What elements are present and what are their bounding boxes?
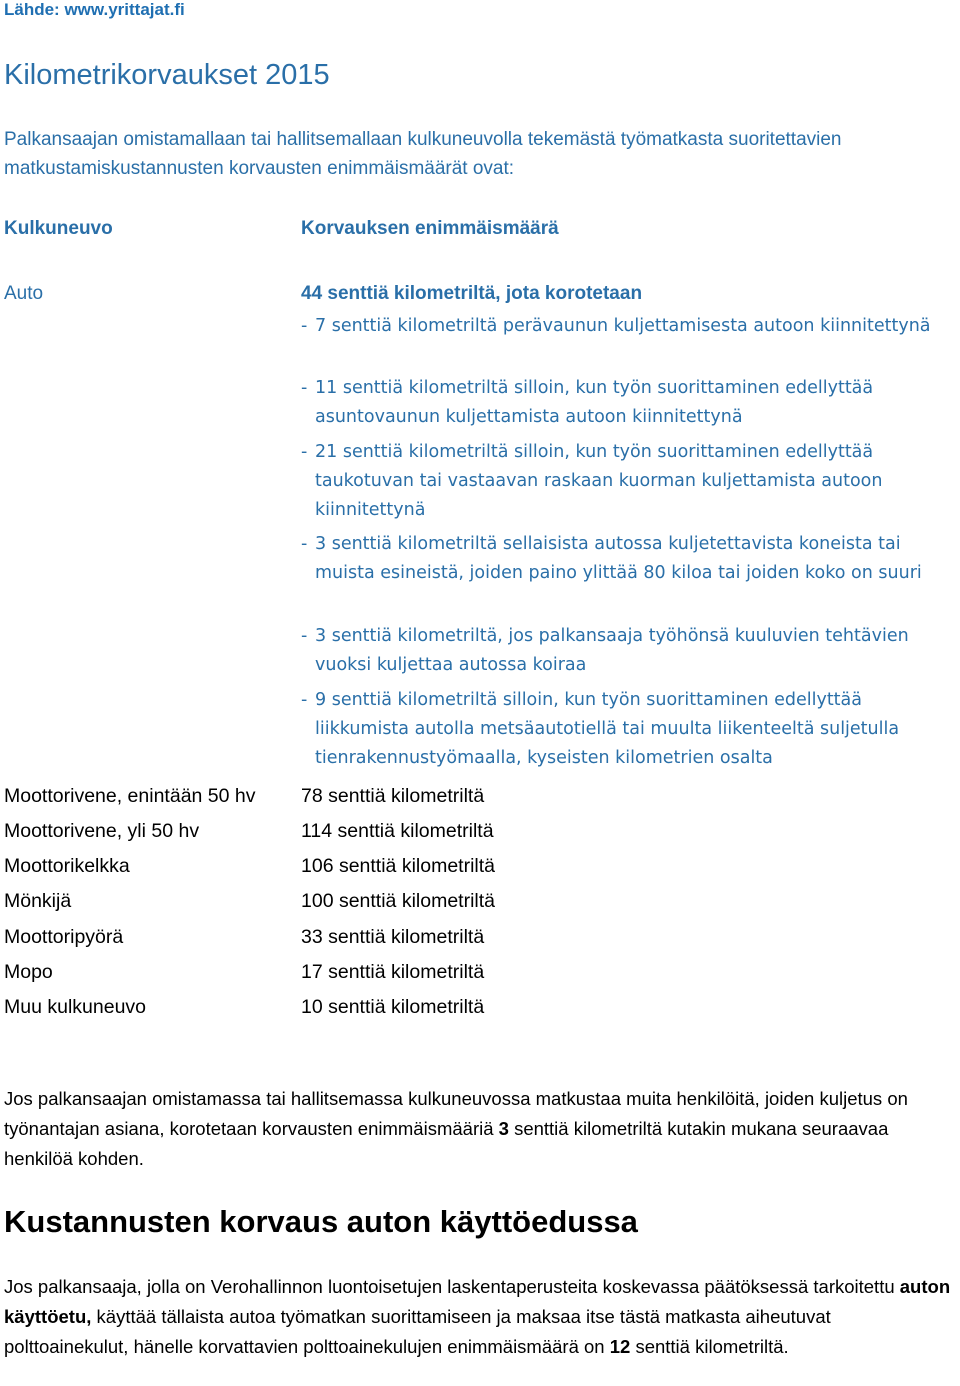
passengers-paragraph <box>4 1084 959 1174</box>
vehicle-amount: 33 senttiä kilometriltä <box>301 926 485 948</box>
section-title: Kustannusten korvaus auton käyttöedussa <box>4 1204 638 1239</box>
vehicle-amount: 78 senttiä kilometriltä <box>301 785 485 807</box>
vehicle-name: Mopo <box>4 961 53 983</box>
auto-surcharge-text: 11 senttiä kilometriltä silloin, kun työn suorittaminen edellyttää asuntovaunun kuljettamista autoon kiinnitettynä <box>315 378 874 427</box>
auto-surcharge-text: 3 senttiä kilometriltä sellaisista autossa kuljetettavista koneista tai muista esineistä, joiden paino ylittää 80 kiloa tai joiden koko on suuri <box>315 534 922 583</box>
vehicle-name: Moottoripyörä <box>4 926 124 948</box>
intro-text: Palkansaajan omistamallaan tai hallitsemallaan kulkuneuvolla tekemästä työmatkasta suoritettavien matkustamiskustannusten korvausten enimmäismäärät ovat: <box>4 129 842 179</box>
vehicle-amount: 10 senttiä kilometriltä <box>301 996 485 1018</box>
benefit-text-end: senttiä kilometriltä. <box>630 1336 789 1357</box>
vehicle-name: Moottorivene, yli 50 hv <box>4 820 200 842</box>
auto-surcharge-item <box>301 374 960 432</box>
auto-base-rate: 44 senttiä kilometriltä, jota korotetaan <box>301 283 643 304</box>
auto-surcharge-item <box>301 312 960 341</box>
benefit-text-middle: käyttää tällaista autoa työmatkan suorittamiseen ja maksaa itse tästä matkasta aiheutuvat polttoainekulut, hänelle korvattavien polttoainekulujen enimmäismäärä on <box>4 1306 831 1357</box>
auto-surcharge-text: 9 senttiä kilometriltä silloin, kun työn suorittaminen edellyttää liikkumista autolla metsäautotiellä tai muulta liikenteeltä suljetulla tienrakennustyömaalla, kyseisten kilometrien osalta <box>315 690 900 768</box>
benefit-term: auton käyttöetu, <box>4 1276 951 1327</box>
list-dash: - <box>301 442 308 462</box>
source-line: Lähde: www.yrittajat.fi <box>4 0 185 19</box>
auto-surcharge-item <box>301 686 960 773</box>
vehicle-amount: 114 senttiä kilometriltä <box>301 820 494 842</box>
vehicle-amount: 106 senttiä kilometriltä <box>301 855 496 877</box>
auto-surcharge-item <box>301 438 960 525</box>
benefit-text: Jos palkansaaja, jolla on Verohallinnon luontoisetujen laskentaperusteita koskevassa päätöksessä tarkoitettu <box>4 1276 900 1297</box>
list-dash: - <box>301 690 308 710</box>
auto-surcharge-item <box>301 530 960 588</box>
header-amount: Korvauksen enimmäismäärä <box>301 218 559 239</box>
vehicle-amount: 100 senttiä kilometriltä <box>301 890 496 912</box>
benefit-rate: 12 <box>609 1336 631 1357</box>
page-title: Kilometrikorvaukset 2015 <box>4 59 330 91</box>
vehicle-amount: 17 senttiä kilometriltä <box>301 961 485 983</box>
passengers-text-end: senttiä kilometriltä kutakin mukana seuraavaa henkilöä kohden. <box>4 1118 889 1169</box>
vehicle-auto: Auto <box>4 283 44 304</box>
list-dash: - <box>301 626 308 646</box>
list-dash: - <box>301 534 308 554</box>
vehicle-name: Moottorivene, enintään 50 hv <box>4 785 256 807</box>
passengers-rate: 3 <box>498 1118 509 1139</box>
list-dash: - <box>301 316 308 336</box>
vehicle-name: Mönkijä <box>4 890 72 912</box>
vehicle-name: Moottorikelkka <box>4 855 130 877</box>
auto-surcharge-text: 3 senttiä kilometriltä, jos palkansaaja työhönsä kuuluvien tehtävien vuoksi kuljettaa autossa koiraa <box>315 626 909 675</box>
car-benefit-paragraph <box>4 1272 959 1362</box>
auto-surcharge-item <box>301 622 960 680</box>
header-vehicle: Kulkuneuvo <box>4 218 113 239</box>
list-dash: - <box>301 378 308 398</box>
passengers-text: Jos palkansaajan omistamassa tai hallitsemassa kulkuneuvossa matkustaa muita henkilöitä, joiden kuljetus on työnantajan asiana, korotetaan korvausten enimmäismääriä <box>4 1088 908 1139</box>
vehicle-name: Muu kulkuneuvo <box>4 996 147 1018</box>
auto-surcharge-text: 21 senttiä kilometriltä silloin, kun työn suorittaminen edellyttää taukotuvan tai vastaavan raskaan kuorman kuljettamista autoon kiinnitettynä <box>315 442 883 520</box>
auto-surcharge-text: 7 senttiä kilometriltä perävaunun kuljettamisesta autoon kiinnitettynä <box>315 316 931 336</box>
